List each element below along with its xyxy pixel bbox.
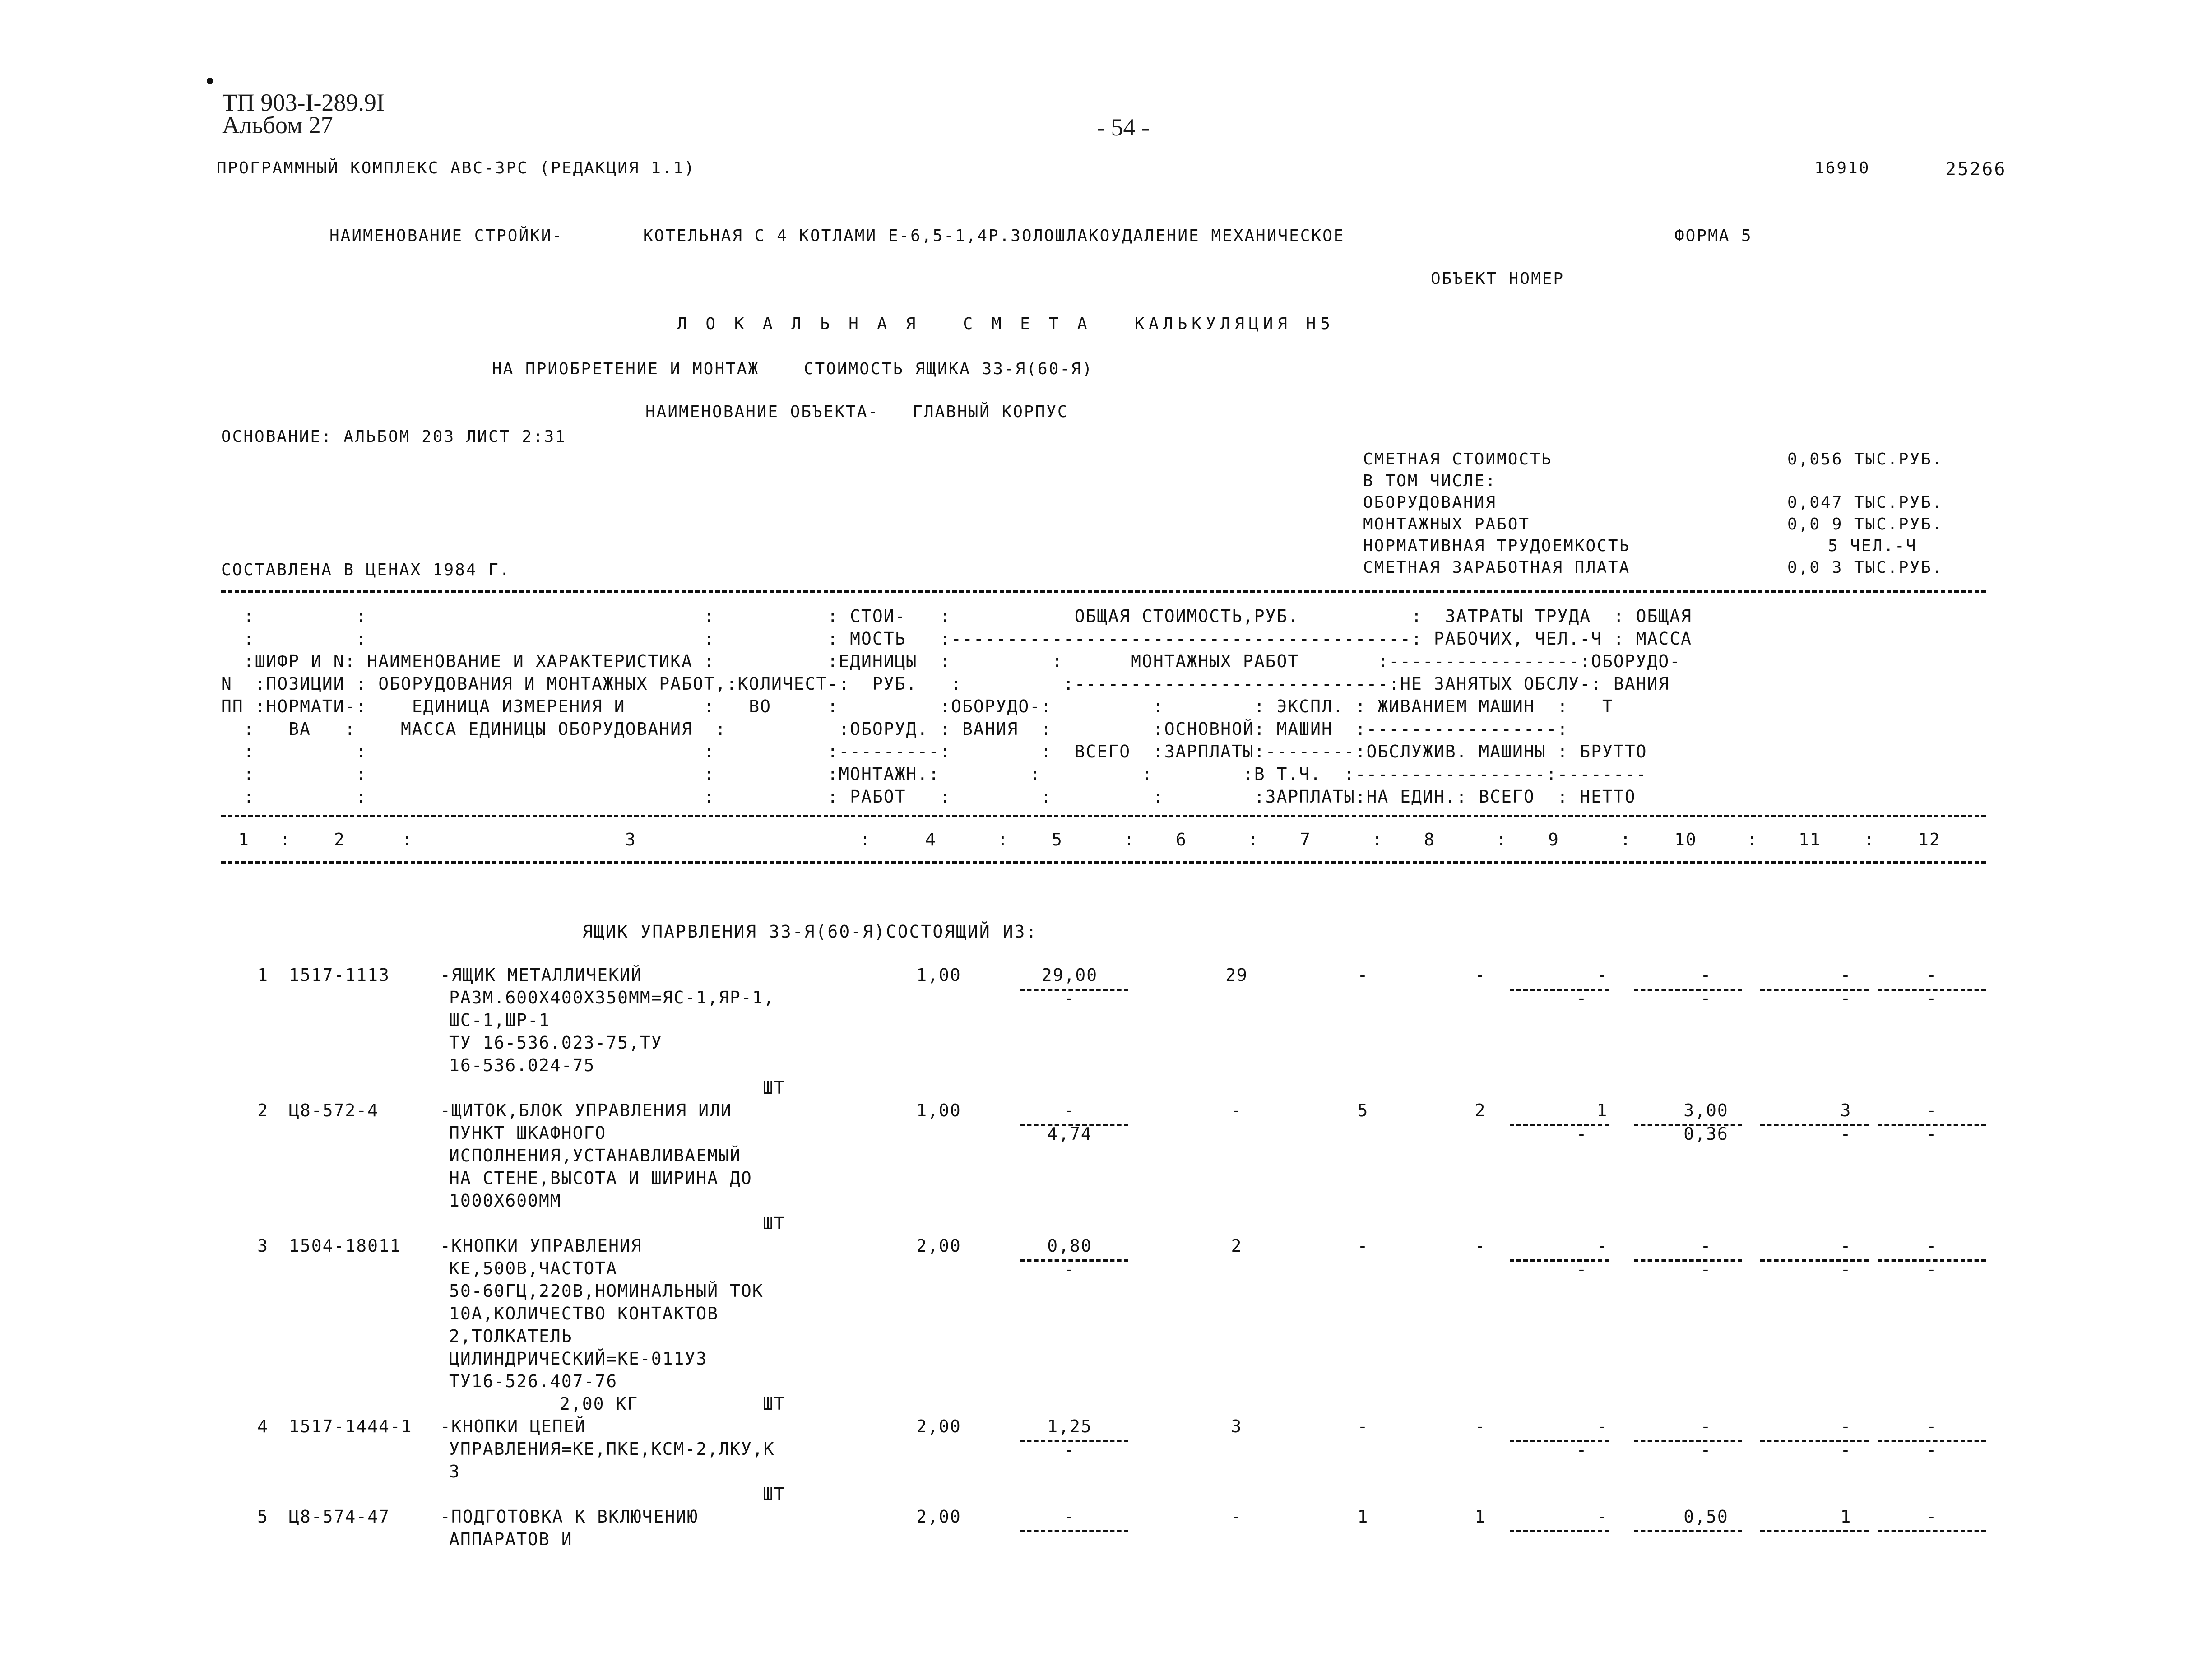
row-mass-brutto: - [1926,1236,1938,1256]
column-number: 7 [1300,830,1311,850]
row-description: -ПОДГОТОВКА К ВКЛЮЧЕНИЮ [440,1507,699,1527]
doc-code-right: 25266 [1945,159,2007,180]
table-header [221,605,1986,808]
section-title: ЯЩИК УПАРВЛЕНИЯ 33-Я(60-Я)СОСТОЯЩИЙ ИЗ: [582,922,1038,942]
row-price-mounting: - [1064,1440,1076,1460]
row-description: ИСПОЛНЕНИЯ,УСТАНАВЛИВАЕМЫЙ [449,1146,741,1165]
row-mass-brutto: - [1926,965,1938,985]
column-number: 10 [1674,830,1697,850]
row-labor-total-alt: - [1840,989,1852,1008]
row-price-equipment: - [1064,1507,1076,1527]
row-machines: - [1596,1416,1608,1436]
row-unit: ШТ [763,1078,785,1098]
row-mass-brutto: - [1926,1507,1938,1527]
row-machines: - [1596,1236,1608,1256]
table-header-line: : : : : РАБОТ : : : :ЗАРПЛАТЫ:НА ЕДИН.: ВСЕГО : НЕТТО [221,787,1636,807]
summary-value: 0,0 3 ТЫС.РУБ. [1787,558,1943,577]
basis: ОСНОВАНИЕ: АЛЬБОМ 203 ЛИСТ 2:31 [221,427,566,446]
summary-label: В ТОМ ЧИСЛЕ: [1363,472,1497,490]
column-separator: : [997,830,1009,850]
row-unit-mass: 2,00 КГ [560,1394,639,1414]
row-mass-netto: - [1926,1124,1938,1144]
row-description: ШС-1,ШР-1 [449,1010,550,1030]
row-rule [1878,1530,1986,1532]
row-total-mounting: - [1357,1416,1369,1436]
column-separator: : [1372,830,1383,850]
summary-label: НОРМАТИВНАЯ ТРУДОЕМКОСТЬ [1363,537,1631,555]
row-labor-total-alt: - [1840,1259,1852,1279]
row-quantity: 2,00 [916,1416,961,1436]
row-price-equipment: 0,80 [1047,1236,1092,1256]
software-name: ПРОГРАММНЫЙ КОМПЛЕКС АВС-3РС (РЕДАКЦИЯ 1.1) [217,159,696,177]
summary-value: 0,047 ТЫС.РУБ. [1787,493,1943,512]
row-wages: - [1475,965,1486,985]
row-description: 3 [449,1462,460,1481]
row-code: 1504-18011 [289,1236,401,1256]
row-machines-wages: - [1576,989,1588,1008]
row-machines: 1 [1596,1100,1608,1120]
row-total-equipment: - [1231,1100,1243,1120]
row-mass-netto: - [1926,989,1938,1008]
row-total-mounting: 1 [1357,1507,1369,1527]
row-machines: - [1596,1507,1608,1527]
row-code: 1517-1444-1 [289,1416,413,1436]
row-description: -КНОПКИ ЦЕПЕЙ [440,1416,586,1436]
column-number: 3 [625,830,636,850]
row-unit: ШТ [763,1394,785,1414]
row-rule [1510,1530,1609,1532]
column-number: 6 [1176,830,1187,850]
table-header-line: : : : :МОНТАЖН.: : : :В Т.Ч. :-----------------:-------- [221,764,1647,784]
row-labor-unit-alt: 0,36 [1683,1124,1729,1144]
row-quantity: 1,00 [916,965,961,985]
row-total-equipment: 29 [1225,965,1248,985]
row-machines-wages: - [1576,1259,1588,1279]
row-total-equipment: - [1231,1507,1243,1527]
row-labor-unit-alt: - [1700,989,1712,1008]
row-labor-total-alt: - [1840,1440,1852,1460]
project-code: ТП 903-I-289.9I [222,89,385,116]
row-code: 1517-1113 [289,965,390,985]
row-labor-total: - [1840,1236,1852,1256]
column-number: 11 [1799,830,1821,850]
column-separator: : [280,830,291,850]
row-description: РАЗМ.600Х400Х350ММ=ЯС-1,ЯР-1, [449,988,775,1008]
row-machines: - [1596,965,1608,985]
row-number: 4 [257,1416,269,1436]
row-wages: - [1475,1236,1486,1256]
row-total-equipment: 2 [1231,1236,1243,1256]
column-number: 8 [1424,830,1435,850]
row-description: 10А,КОЛИЧЕСТВО КОНТАКТОВ [449,1304,719,1323]
row-description: 2,ТОЛКАТЕЛЬ [449,1326,573,1346]
row-number: 1 [257,965,269,985]
row-labor-unit-alt: - [1700,1259,1712,1279]
row-labor-unit: 0,50 [1683,1507,1729,1527]
row-mass-brutto: - [1926,1416,1938,1436]
row-description: НА СТЕНЕ,ВЫСОТА И ШИРИНА ДО [449,1168,752,1188]
row-labor-total: - [1840,1416,1852,1436]
summary-value: 5 ЧЕЛ.-Ч [1828,537,1917,555]
estimate-title: Л О К А Л Ь Н А Я С М Е Т А КАЛЬКУЛЯЦИЯ Н5 [677,315,1335,333]
row-description: КЕ,500В,ЧАСТОТА [449,1258,618,1278]
column-number: 5 [1052,830,1063,850]
album-label: Альбом 27 [222,111,333,139]
table-header-line: :ШИФР И N: НАИМЕНОВАНИЕ И ХАРАКТЕРИСТИКА : :ЕДИНИЦЫ : : МОНТАЖНЫХ РАБОТ :-----------------:ОБОРУДО- [221,651,1681,671]
row-labor-total-alt: - [1840,1124,1852,1144]
row-price-equipment: 1,25 [1047,1416,1092,1436]
row-total-mounting: 5 [1357,1100,1369,1120]
row-unit: ШТ [763,1213,785,1233]
row-number: 3 [257,1236,269,1256]
row-price-rule [1020,1530,1128,1532]
row-total-mounting: - [1357,1236,1369,1256]
table-header-line: : : : : СТОИ- : ОБЩАЯ СТОИМОСТЬ,РУБ. : ЗАТРАТЫ ТРУДА : ОБЩАЯ [221,606,1693,626]
row-price-equipment: 29,00 [1041,965,1098,985]
column-separator: : [402,830,413,850]
row-total-mounting: - [1357,965,1369,985]
object-name: НАИМЕНОВАНИЕ ОБЪЕКТА- ГЛАВНЫЙ КОРПУС [645,403,1069,421]
column-separator: : [1864,830,1875,850]
table-header-line: : : : : МОСТЬ :-----------------------------------------: РАБОЧИХ, ЧЕЛ.-Ч : МАССА [221,629,1693,649]
column-number: 1 [238,830,250,850]
row-mass-brutto: - [1926,1100,1938,1120]
column-separator: : [1620,830,1632,850]
row-price-equipment: - [1064,1100,1076,1120]
row-machines-wages: - [1576,1124,1588,1144]
row-labor-unit: - [1700,1416,1712,1436]
row-wages: - [1475,1416,1486,1436]
row-quantity: 2,00 [916,1507,961,1527]
row-quantity: 1,00 [916,1100,961,1120]
row-description: ТУ 16-536.023-75,ТУ [449,1033,663,1053]
row-price-mounting: - [1064,989,1076,1008]
column-separator: : [1248,830,1259,850]
row-code: Ц8-572-4 [289,1100,379,1120]
row-total-equipment: 3 [1231,1416,1243,1436]
row-wages: 2 [1475,1100,1486,1120]
row-quantity: 2,00 [916,1236,961,1256]
row-labor-total: 3 [1840,1100,1852,1120]
row-rule [1634,1530,1742,1532]
row-description: 16-536.024-75 [449,1055,595,1075]
table-rule-top [221,590,1986,593]
row-description: УПРАВЛЕНИЯ=КЕ,ПКЕ,КСМ-2,ЛКУ,К [449,1439,775,1459]
object-number: ОБЪЕКТ НОМЕР [1431,269,1565,288]
row-labor-unit: - [1700,965,1712,985]
row-labor-unit: 3,00 [1683,1100,1729,1120]
row-wages: 1 [1475,1507,1486,1527]
construction-value: КОТЕЛЬНАЯ С 4 КОТЛАМИ Е-6,5-1,4Р.ЗОЛОШЛАКОУДАЛЕНИЕ МЕХАНИЧЕСКОЕ [643,227,1345,245]
row-price-mounting: - [1064,1259,1076,1279]
column-number: 9 [1548,830,1559,850]
doc-code-left: 16910 [1814,159,1870,177]
table-rule-bottom [221,861,1986,864]
summary-label: СМЕТНАЯ СТОИМОСТЬ [1363,450,1553,469]
row-description: ПУНКТ ШКАФНОГО [449,1123,607,1143]
ink-dot [207,78,213,84]
column-separator: : [860,830,871,850]
row-labor-total: - [1840,965,1852,985]
row-labor-total: 1 [1840,1507,1852,1527]
summary-value: 0,056 ТЫС.РУБ. [1787,450,1943,469]
table-rule-mid [221,815,1986,817]
row-description: 1000Х600ММ [449,1191,561,1211]
row-rule [1760,1530,1869,1532]
column-separator: : [1747,830,1758,850]
estimate-purpose: НА ПРИОБРЕТЕНИЕ И МОНТАЖ СТОИМОСТЬ ЯЩИКА 33-Я(60-Я) [492,360,1094,378]
page-number: - 54 - [1097,114,1150,141]
row-description: 50-60ГЦ,220В,НОМИНАЛЬНЫЙ ТОК [449,1281,764,1301]
row-description: ЦИЛИНДРИЧЕСКИЙ=КЕ-011У3 [449,1349,708,1369]
column-number: 12 [1918,830,1941,850]
construction-label: НАИМЕНОВАНИЕ СТРОЙКИ- [329,227,564,245]
row-code: Ц8-574-47 [289,1507,390,1527]
row-description: -КНОПКИ УПРАВЛЕНИЯ [440,1236,642,1256]
price-basis: СОСТАВЛЕНА В ЦЕНАХ 1984 Г. [221,561,511,579]
summary-value: 0,0 9 ТЫС.РУБ. [1787,515,1943,534]
row-unit: ШТ [763,1484,785,1504]
row-number: 2 [257,1100,269,1120]
summary-label: МОНТАЖНЫХ РАБОТ [1363,515,1530,534]
row-mass-netto: - [1926,1440,1938,1460]
table-header-line: ПП :НОРМАТИ-: ЕДИНИЦА ИЗМЕРЕНИЯ И : ВО : :ОБОРУДО-: : : ЭКСПЛ. : ЖИВАНИЕМ МАШИН : Т [221,696,1614,716]
form-label: ФОРМА 5 [1674,227,1753,245]
column-number: 2 [334,830,345,850]
column-separator: : [1124,830,1135,850]
summary-label: ОБОРУДОВАНИЯ [1363,493,1497,512]
column-number: 4 [925,830,937,850]
table-header-line: : : : :---------: : ВСЕГО :ЗАРПЛАТЫ:--------:ОБСЛУЖИВ. МАШИНЫ : БРУТТО [221,742,1647,761]
row-mass-netto: - [1926,1259,1938,1279]
row-description: -ЯЩИК МЕТАЛЛИЧЕКИЙ [440,965,642,985]
row-labor-unit-alt: - [1700,1440,1712,1460]
row-description: АППАРАТОВ И [449,1529,573,1549]
table-header-line: : ВА : МАССА ЕДИНИЦЫ ОБОРУДОВАНИЯ : :ОБОРУД. : ВАНИЯ : :ОСНОВНОЙ: МАШИН :-----------------: [221,719,1569,739]
row-description: ТУ16-526.407-76 [449,1371,618,1391]
row-number: 5 [257,1507,269,1527]
column-separator: : [1496,830,1507,850]
row-machines-wages: - [1576,1440,1588,1460]
row-description: -ЩИТОК,БЛОК УПРАВЛЕНИЯ ИЛИ [440,1100,732,1120]
table-header-line: N :ПОЗИЦИИ : ОБОРУДОВАНИЯ И МОНТАЖНЫХ РАБОТ,:КОЛИЧЕСТ-: РУБ. : :----------------------------:НЕ ЗАНЯТЫХ ОБСЛУ-: ВАНИЯ [221,674,1670,694]
row-price-mounting: 4,74 [1047,1124,1092,1144]
row-labor-unit: - [1700,1236,1712,1256]
summary-label: СМЕТНАЯ ЗАРАБОТНАЯ ПЛАТА [1363,558,1631,577]
